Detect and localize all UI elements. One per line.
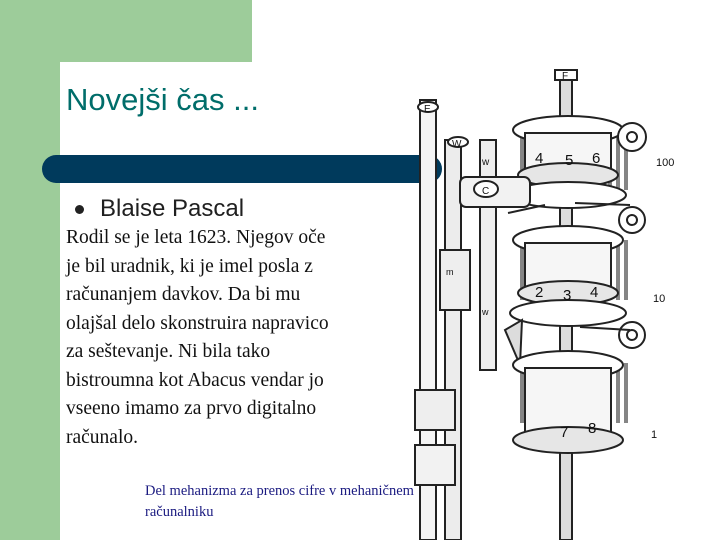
svg-text:w: w [482,157,490,168]
svg-text:3: 3 [563,287,572,304]
svg-text:6: 6 [592,150,601,167]
svg-text:m: m [446,267,454,277]
svg-text:W: W [452,139,462,150]
label-10: 10 [653,293,666,305]
gear-wheel-tens [510,207,645,326]
bullet-item: Blaise Pascal [100,195,245,222]
bullet-dot-icon [75,205,84,214]
svg-text:5: 5 [565,152,574,169]
slide-title: Novejši čas ... [66,82,259,117]
body-paragraph: Rodil se je leta 1623. Njegov oče je bil uradnik, ki je imel posla z računanjem davkov. Da bi mu olajšal delo skonstruira napravico za seštevanje. Ni bila tako bistroumna kot Abacus vendar jo vseeno imamo za prvo digitalno računalo. [66,227,329,448]
green-left-band [0,0,60,540]
pascal-mechanism-illustration [400,45,720,540]
svg-text:7: 7 [560,424,569,441]
svg-text:F: F [562,71,569,82]
svg-text:C: C [482,186,490,197]
svg-text:8: 8 [588,420,597,437]
svg-text:4: 4 [535,150,544,167]
svg-text:4: 4 [590,284,599,301]
carry-lever-c [460,177,530,207]
svg-text:2: 2 [535,284,544,301]
svg-text:E: E [424,104,431,115]
figure-caption: Del mehanizma za prenos cifre v mehaničnem računalniku [145,483,414,520]
label-100: 100 [656,157,675,169]
label-1: 1 [651,429,658,441]
title-divider-bar [42,155,442,183]
svg-text:w: w [482,307,489,317]
gear-wheel-ones [513,322,645,453]
top-cap-f [555,70,577,82]
